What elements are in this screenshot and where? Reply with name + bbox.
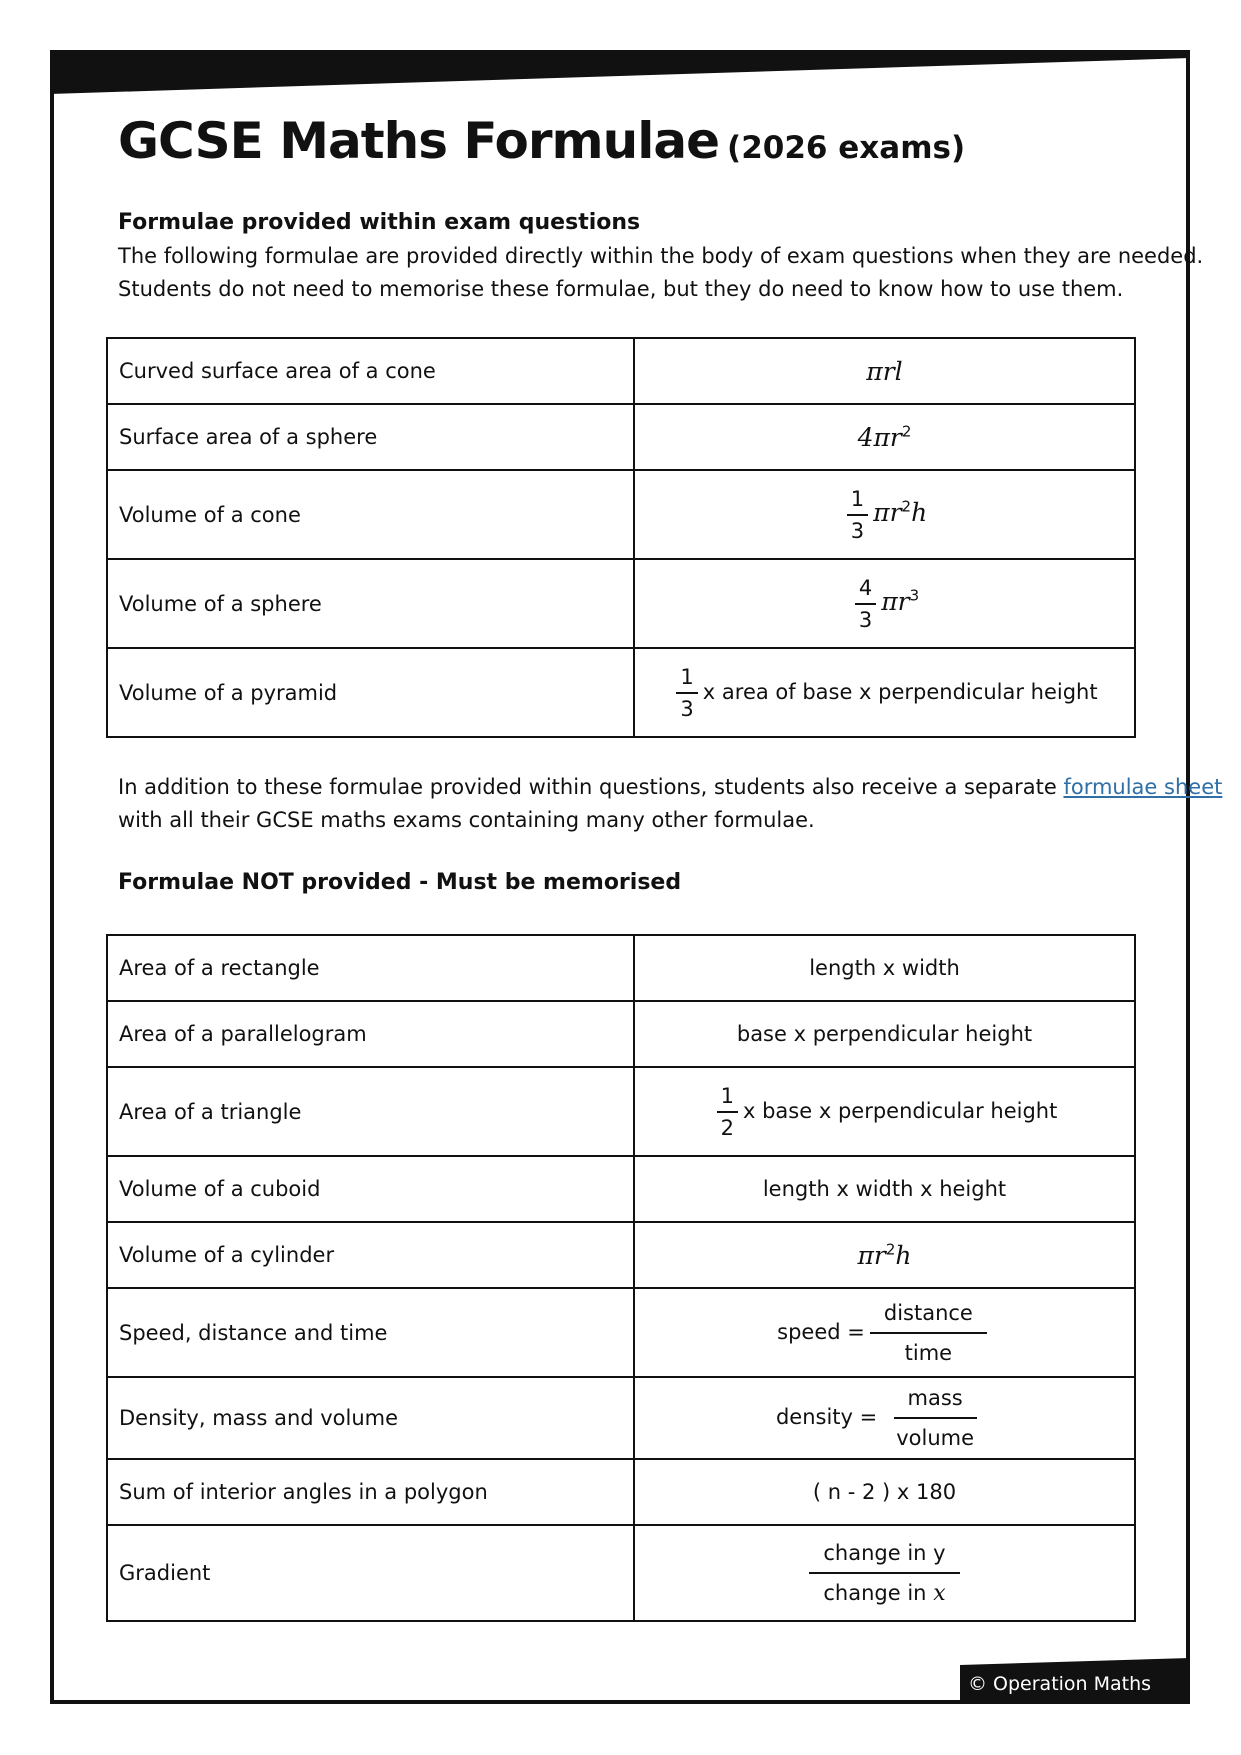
section1-heading: Formulae provided within exam questions bbox=[118, 210, 641, 235]
intro-line-2: Students do not need to memorise these formulae, but they do need to know how to use them. bbox=[118, 277, 1124, 301]
top-band bbox=[50, 50, 1190, 94]
section1-intro bbox=[118, 240, 1203, 306]
middle-line-1 bbox=[118, 771, 1222, 804]
table-row bbox=[107, 1459, 1135, 1525]
row-label: Area of a parallelogram bbox=[107, 1001, 634, 1067]
formula-base: πr bbox=[881, 586, 910, 616]
fraction bbox=[676, 664, 697, 722]
formula-base: 4πr bbox=[857, 422, 902, 452]
formula-power: 2 bbox=[901, 422, 912, 441]
row-label: Speed, distance and time bbox=[107, 1288, 634, 1377]
middle-note bbox=[118, 771, 1222, 837]
row-formula: ( n - 2 ) x 180 bbox=[634, 1459, 1135, 1525]
middle-line-2: with all their GCSE maths exams containing many other formulae. bbox=[118, 808, 815, 832]
row-formula bbox=[634, 559, 1135, 648]
formula-power: 3 bbox=[909, 586, 920, 605]
intro-line-1: The following formulae are provided directly within the body of exam questions when they are needed. bbox=[118, 244, 1204, 268]
table-row bbox=[107, 1067, 1135, 1156]
fraction-denominator: time bbox=[904, 1340, 953, 1365]
row-label: Curved surface area of a cone bbox=[107, 338, 634, 404]
section2-heading: Formulae NOT provided - Must be memorised bbox=[118, 870, 682, 895]
fraction-numerator: 1 bbox=[676, 664, 697, 694]
formula-power: 2 bbox=[885, 1240, 896, 1259]
table-row bbox=[107, 470, 1135, 559]
formula-expression bbox=[881, 587, 919, 616]
provided-formulae-table bbox=[106, 337, 1136, 738]
formula-expression bbox=[873, 498, 927, 527]
row-formula: length x width bbox=[634, 935, 1135, 1001]
formula-lhs: speed = bbox=[777, 1319, 865, 1344]
row-formula: base x perpendicular height bbox=[634, 1001, 1135, 1067]
row-formula bbox=[634, 1222, 1135, 1288]
row-label: Volume of a cuboid bbox=[107, 1156, 634, 1222]
title-main: GCSE Maths Formulae bbox=[118, 112, 720, 170]
table-row bbox=[107, 1288, 1135, 1377]
table-row bbox=[107, 559, 1135, 648]
row-label: Volume of a pyramid bbox=[107, 648, 634, 737]
fraction-denominator: 3 bbox=[680, 696, 694, 721]
row-label: Volume of a cylinder bbox=[107, 1222, 634, 1288]
fraction bbox=[717, 1083, 738, 1141]
table-row bbox=[107, 648, 1135, 737]
formula-base: πr bbox=[857, 1240, 886, 1270]
formula-lhs: density = bbox=[775, 1405, 878, 1429]
row-formula bbox=[634, 1288, 1135, 1377]
row-formula bbox=[634, 338, 1135, 404]
copyright-footer: © Operation Maths bbox=[968, 1673, 1152, 1695]
formula-text: x base x perpendicular height bbox=[743, 1098, 1058, 1123]
row-label: Gradient bbox=[107, 1525, 634, 1621]
row-formula bbox=[634, 648, 1135, 737]
row-label: Volume of a cone bbox=[107, 470, 634, 559]
formula-text: x area of base x perpendicular height bbox=[702, 679, 1098, 704]
fraction-numerator: 1 bbox=[717, 1083, 738, 1113]
formula-expression bbox=[858, 423, 912, 452]
table-row bbox=[107, 935, 1135, 1001]
fraction bbox=[855, 575, 876, 633]
row-formula bbox=[634, 1067, 1135, 1156]
row-formula bbox=[634, 1525, 1135, 1621]
row-formula: length x width x height bbox=[634, 1156, 1135, 1222]
row-label: Volume of a sphere bbox=[107, 559, 634, 648]
row-label: Density, mass and volume bbox=[107, 1377, 634, 1459]
fraction-denominator: 3 bbox=[858, 607, 873, 632]
fraction-numerator: mass bbox=[894, 1384, 977, 1419]
table-row bbox=[107, 1156, 1135, 1222]
table-row bbox=[107, 1222, 1135, 1288]
row-label: Surface area of a sphere bbox=[107, 404, 634, 470]
fraction-numerator: distance bbox=[870, 1299, 987, 1334]
fraction-numerator: 1 bbox=[847, 486, 868, 516]
formula-base: πr bbox=[873, 497, 902, 527]
formula-power: 2 bbox=[901, 497, 912, 516]
table-row bbox=[107, 1001, 1135, 1067]
row-label: Area of a rectangle bbox=[107, 935, 634, 1001]
middle-text: In addition to these formulae provided within questions, students also receive a separate bbox=[118, 775, 1057, 799]
fraction-denominator: 2 bbox=[720, 1115, 734, 1140]
memorised-formulae-table bbox=[106, 934, 1136, 1622]
fraction bbox=[847, 486, 868, 544]
table-row bbox=[107, 338, 1135, 404]
formula-tail: h bbox=[895, 1240, 912, 1270]
fraction-denominator: 3 bbox=[850, 518, 865, 543]
table-row bbox=[107, 1377, 1135, 1459]
formula-expression: πrl bbox=[866, 356, 903, 386]
fraction-denominator bbox=[809, 1574, 959, 1608]
row-formula bbox=[634, 1377, 1135, 1459]
row-formula bbox=[634, 404, 1135, 470]
table-row bbox=[107, 1525, 1135, 1621]
fraction-numerator: change in y bbox=[809, 1539, 959, 1574]
formula-expression bbox=[857, 1241, 911, 1270]
denominator-variable: x bbox=[933, 1580, 946, 1606]
fraction bbox=[809, 1539, 959, 1608]
row-label: Sum of interior angles in a polygon bbox=[107, 1459, 634, 1525]
fraction-denominator: volume bbox=[896, 1426, 975, 1450]
page-title bbox=[118, 112, 965, 170]
fraction bbox=[882, 1384, 988, 1452]
formulae-sheet-link[interactable]: formulae sheet bbox=[1063, 775, 1223, 799]
formula-tail: h bbox=[911, 497, 928, 527]
row-formula bbox=[634, 470, 1135, 559]
fraction-numerator: 4 bbox=[855, 575, 876, 605]
title-subtitle: (2026 exams) bbox=[727, 130, 966, 166]
table-row bbox=[107, 404, 1135, 470]
fraction bbox=[870, 1299, 987, 1367]
denominator-text: change in bbox=[823, 1580, 927, 1605]
row-label: Area of a triangle bbox=[107, 1067, 634, 1156]
